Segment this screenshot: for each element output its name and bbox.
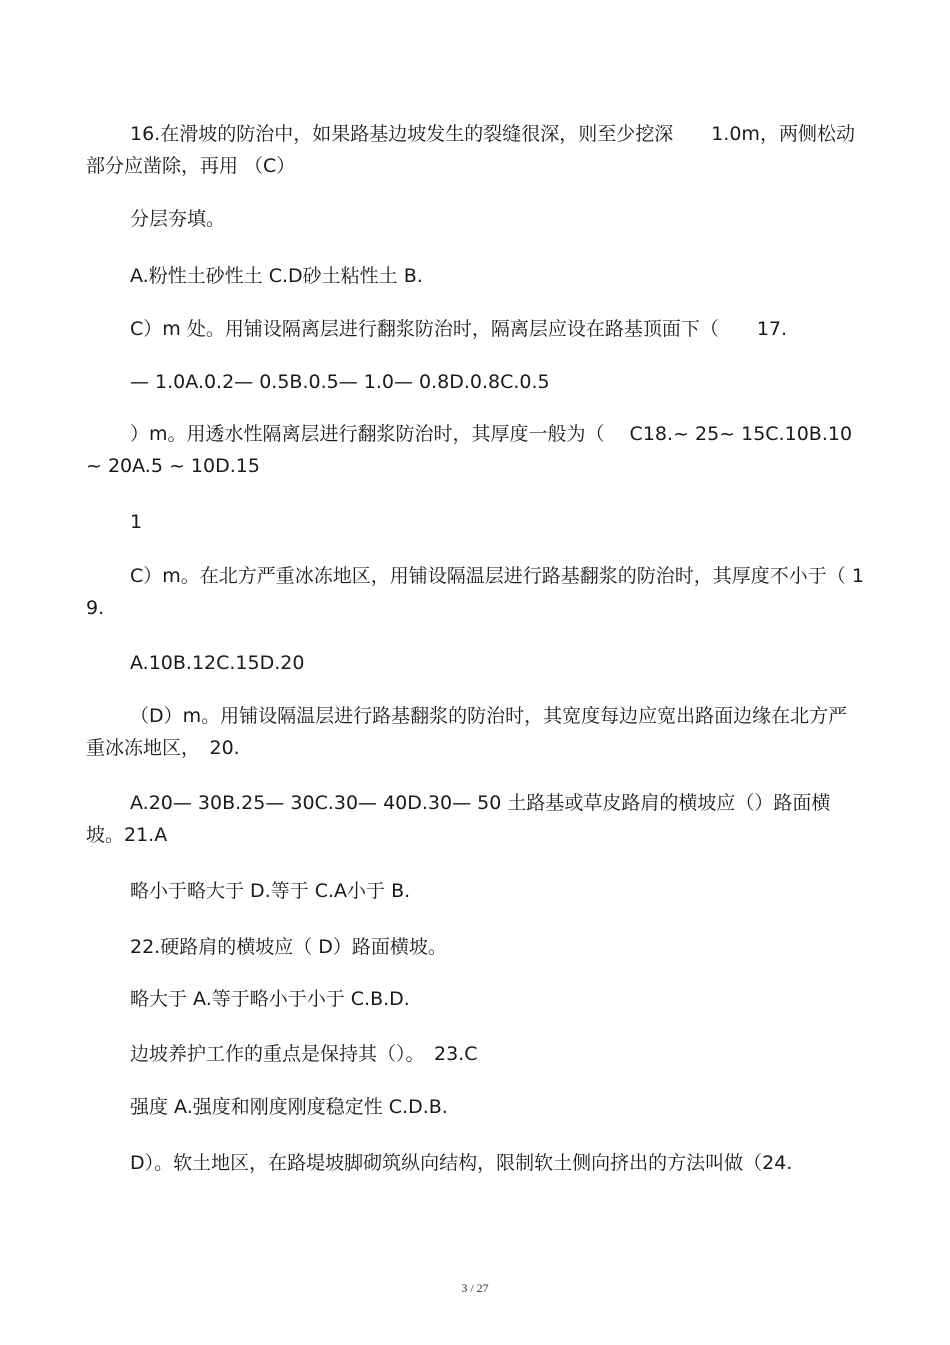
paragraph-q20: （D）m。用铺设隔温层进行路基翻浆的防治时，其宽度每边应宽出路面边缘在北方严重冰冻地区， 20. [86,705,848,759]
paragraph-q16-cont: 分层夯填。 [130,208,226,230]
paragraph-q18: ）m。用透水性隔离层进行翻浆防治时，其厚度一般为（ C18.~ 25~ 15C.10B.10~ 20A.5 ~ 10D.15 [86,423,853,477]
paragraph-q23-options: 强度 A.强度和刚度刚度稳定性 C.D.B. [130,1096,448,1118]
paragraph-q19: C）m。在北方严重冰冻地区，用铺设隔温层进行路基翻浆的防治时，其厚度不小于（ 19. [86,565,864,619]
paragraph-q24: D）。软土地区，在路堤坡脚砌筑纵向结构，限制软土侧向挤出的方法叫做（24. [130,1152,793,1174]
paragraph-q17: C）m 处。用铺设隔离层进行翻浆防治时，隔离层应设在路基顶面下（ 17. [130,318,788,340]
page-number: 3 / 27 [461,1281,489,1295]
paragraph-q23: 边坡养护工作的重点是保持其（）。 23.C [130,1043,478,1065]
paragraph-q16-options: A.粉性土砂性土 C.D砂土粘性土 B. [130,265,423,287]
paragraph-q21-options: 略小于略大于 D.等于 C.A小于 B. [130,880,411,902]
paragraph-q17-options: — 1.0A.0.2— 0.5B.0.5— 1.0— 0.8D.0.8C.0.5 [130,371,550,393]
paragraph-stray-number: 1 [130,511,143,533]
paragraph-q16: 16.在滑坡的防治中，如果路基边坡发生的裂缝很深，则至少挖深 1.0m，两侧松动部分应凿除，再用 （C） [86,123,855,177]
paragraph-q22-options: 略大于 A.等于略小于小于 C.B.D. [130,988,410,1010]
paragraph-q22: 22.硬路肩的横坡应（ D）路面横坡。 [130,936,447,958]
paragraph-q19-options: A.10B.12C.15D.20 [130,652,305,674]
paragraph-q20-21: A.20— 30B.25— 30C.30— 40D.30— 50 土路基或草皮路肩的横坡应（）路面横坡。21.A [86,792,831,846]
